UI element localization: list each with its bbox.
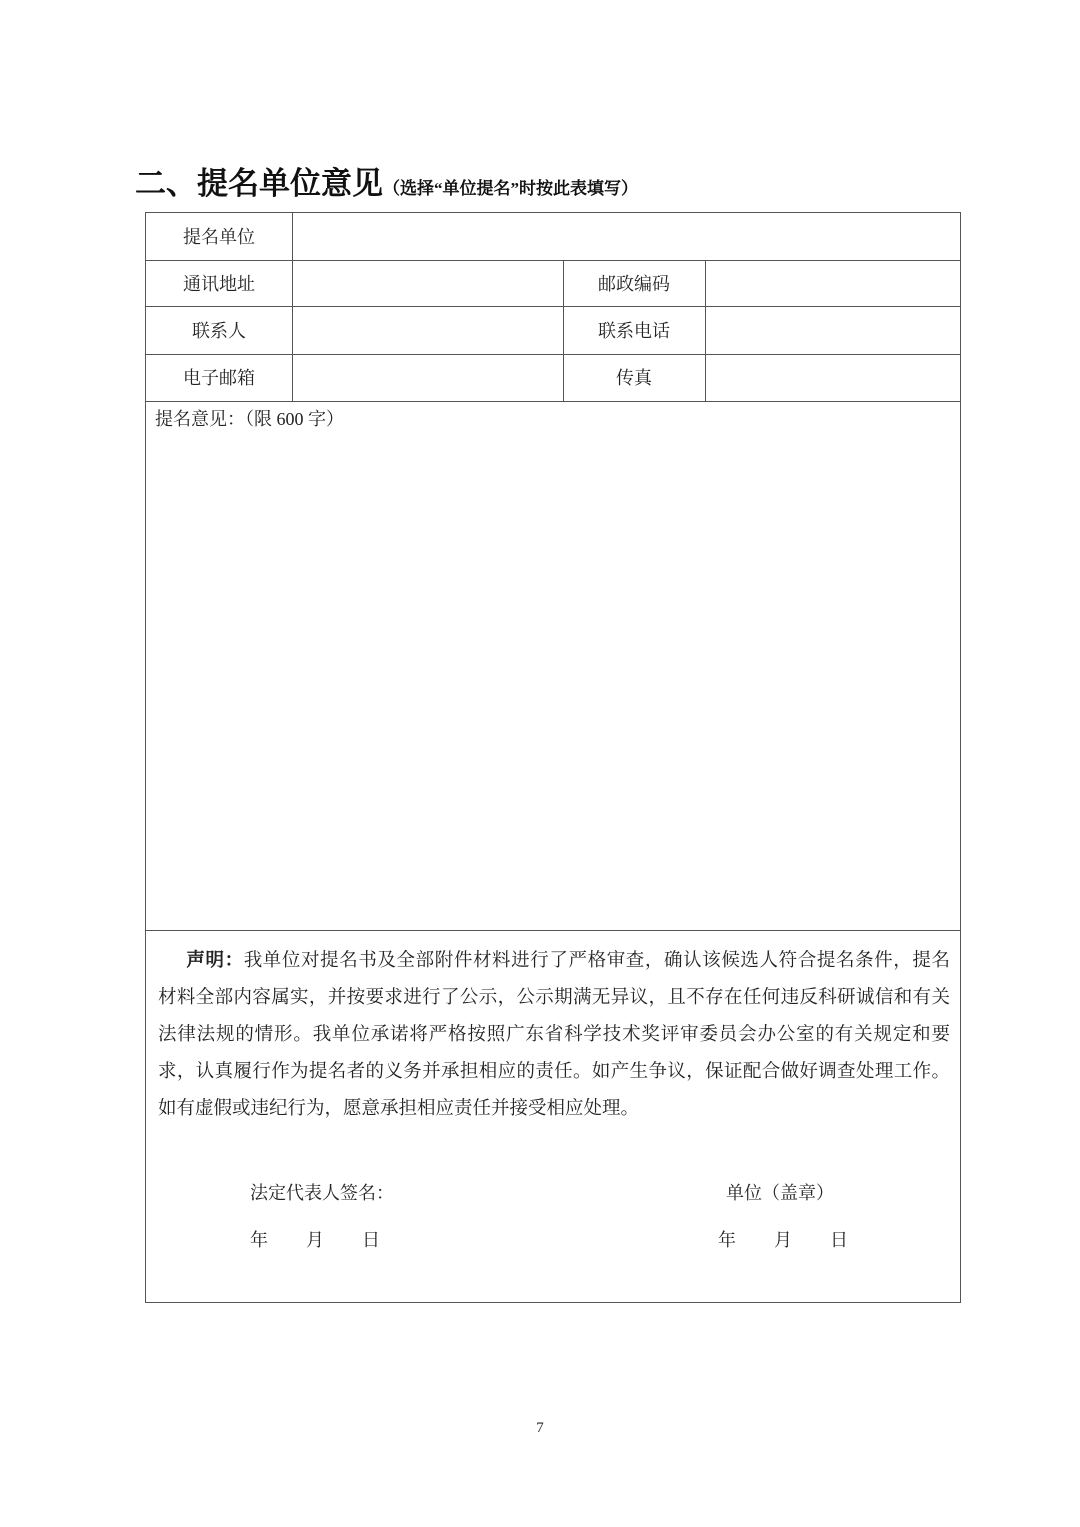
label-postcode: 邮政编码 — [598, 274, 670, 294]
label-contact: 联系人 — [192, 321, 246, 341]
section-note: （选择“单位提名”时按此表填写） — [383, 179, 638, 198]
year-label: 年 — [718, 1230, 736, 1250]
month-label: 月 — [774, 1230, 792, 1250]
declaration-line — [158, 943, 950, 980]
page-number: 7 — [536, 1420, 544, 1436]
label-nominating-unit: 提名单位 — [183, 227, 255, 247]
day-label: 日 — [362, 1230, 380, 1250]
opinion-field[interactable] — [146, 428, 962, 928]
legal-rep-date — [250, 1226, 418, 1252]
fax-field[interactable] — [705, 354, 962, 401]
declaration-line: 如有虚假或违纪行为，愿意承担相应责任并接受相应处理。 — [158, 1099, 640, 1119]
year-label: 年 — [250, 1230, 268, 1250]
declaration-line: 材料全部内容属实，并按要求进行了公示，公示期满无异议，且不存在任何违反科研诚信和有关 — [158, 988, 950, 1008]
day-label: 日 — [830, 1230, 848, 1250]
nomination-form-table — [145, 212, 961, 1303]
row-divider — [146, 401, 960, 402]
section-title: 二、提名单位意见 — [135, 166, 383, 201]
section-heading — [135, 158, 638, 203]
declaration-line: 求，认真履行作为提名者的义务并承担相应的责任。如产生争议，保证配合做好调查处理工作。 — [158, 1062, 950, 1082]
postcode-field[interactable] — [705, 260, 962, 306]
month-label: 月 — [306, 1230, 324, 1250]
unit-seal-label: 单位（盖章） — [726, 1183, 834, 1203]
nominating-unit-field[interactable] — [292, 213, 962, 260]
label-phone: 联系电话 — [598, 321, 670, 341]
opinion-label: 提名意见：（限 600 字） — [155, 409, 344, 429]
declaration-line: 法律法规的情形。我单位承诺将严格按照广东省科学技术奖评审委员会办公室的有关规定和要 — [158, 1025, 950, 1045]
address-field[interactable] — [292, 260, 563, 306]
declaration-text: 我单位对提名书及全部附件材料进行了严格审查，确认该候选人符合提名条件，提名 — [243, 951, 950, 971]
row-divider — [146, 930, 960, 931]
legal-rep-signature-label: 法定代表人签名： — [250, 1183, 394, 1203]
contact-field[interactable] — [292, 306, 563, 354]
email-field[interactable] — [292, 354, 563, 401]
declaration — [158, 943, 950, 1128]
phone-field[interactable] — [705, 306, 962, 354]
label-fax: 传真 — [616, 368, 652, 388]
label-address: 通讯地址 — [183, 274, 255, 294]
label-email: 电子邮箱 — [183, 368, 255, 388]
declaration-label: 声明： — [185, 951, 244, 971]
unit-seal-date — [718, 1226, 886, 1252]
